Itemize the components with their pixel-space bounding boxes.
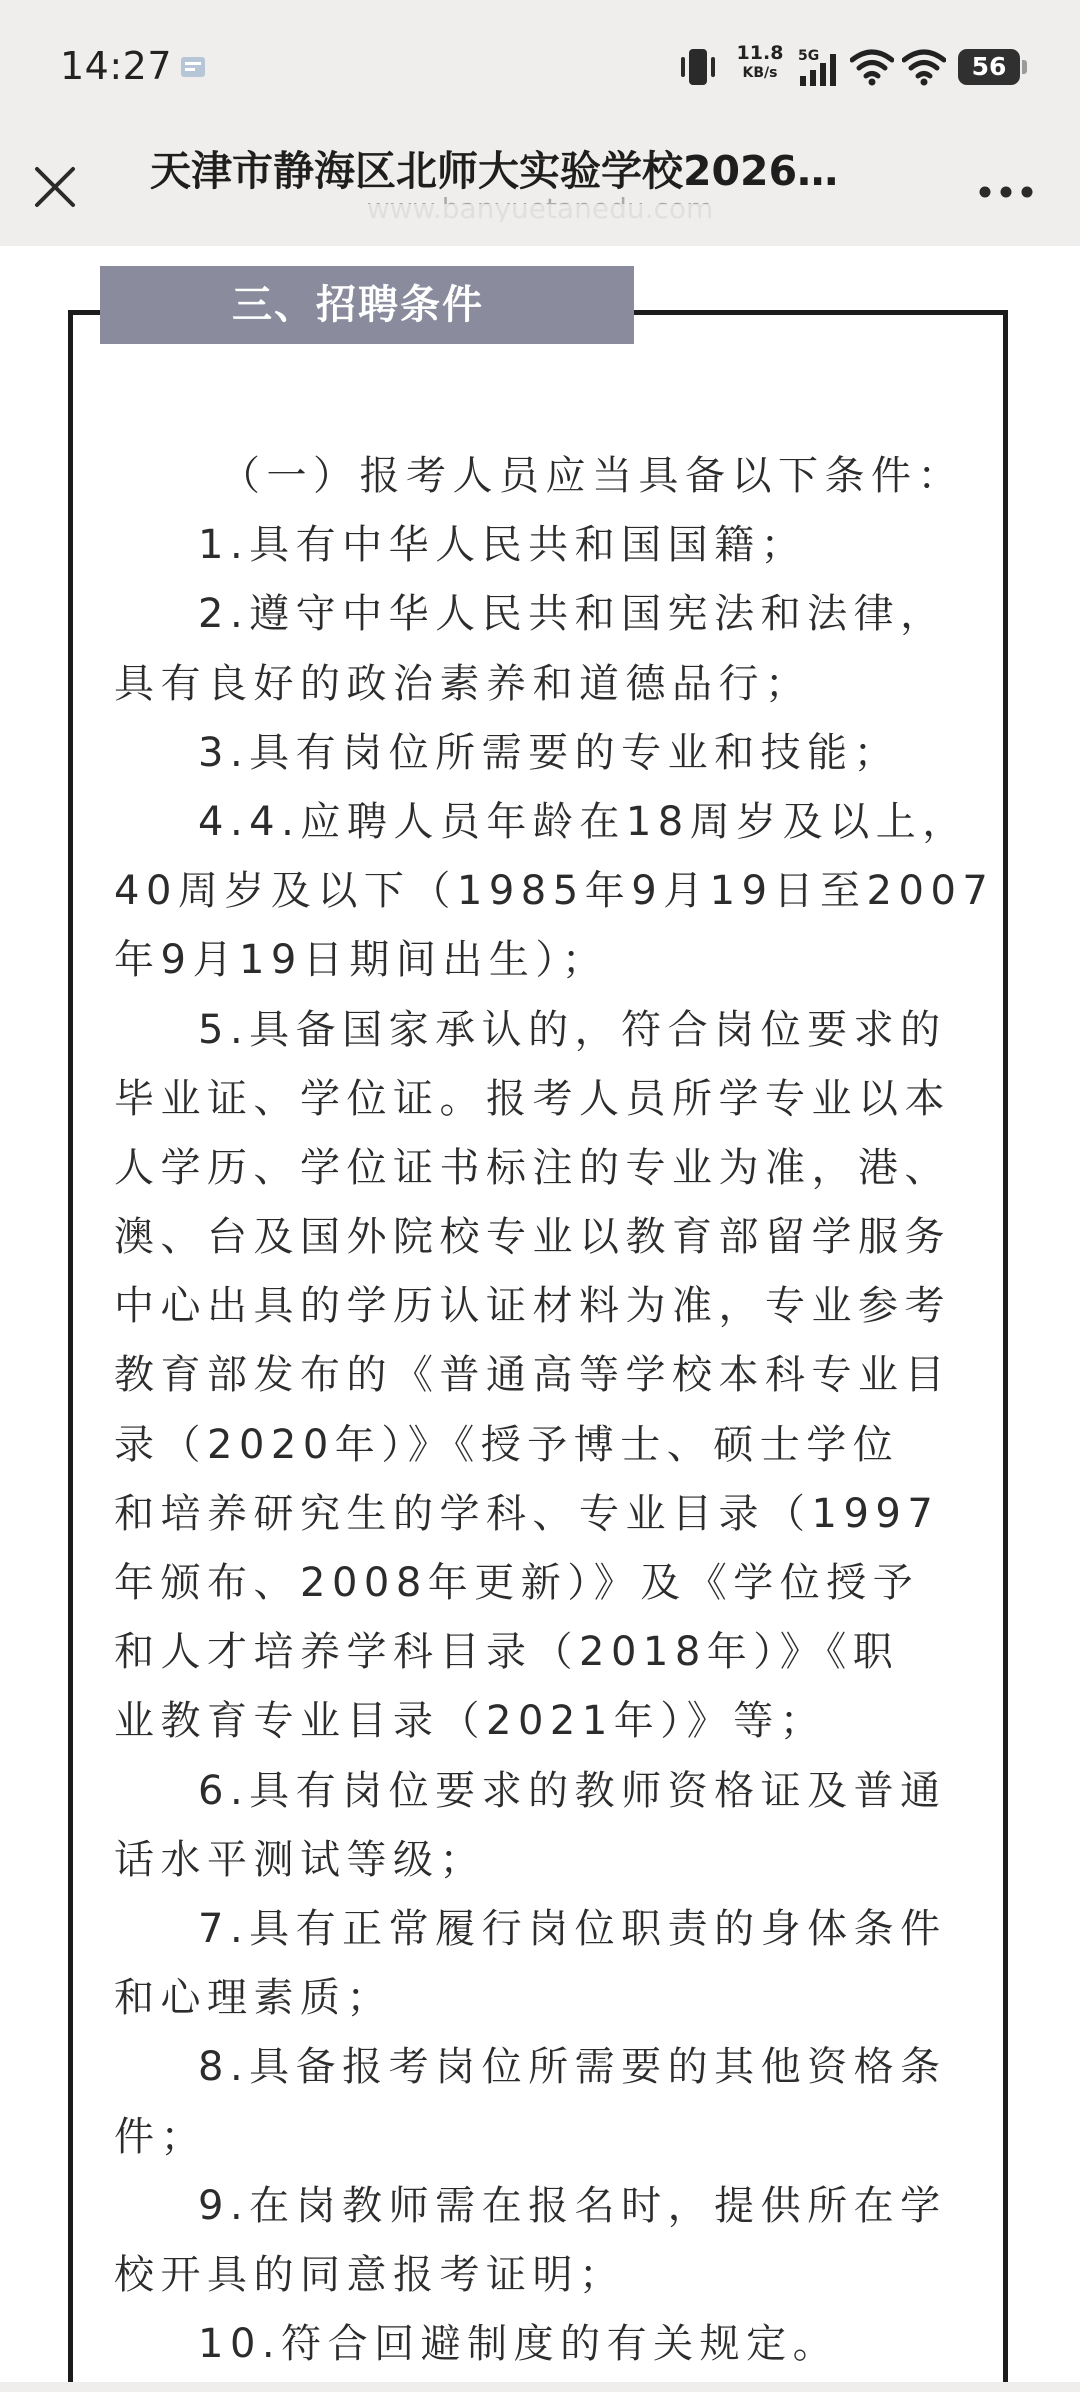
more-button[interactable] xyxy=(966,164,1046,220)
browser-header xyxy=(0,134,1080,246)
text-line: 澳、台及国外院校专业以教育部留学服务 xyxy=(114,1214,951,1261)
url-blur-mask xyxy=(345,204,740,232)
bottom-edge xyxy=(0,2382,1080,2392)
vibrate-icon xyxy=(676,46,720,88)
section-heading: 三、招聘条件 xyxy=(100,266,634,344)
text-line: 5.具备国家承认的，符合岗位要求的 xyxy=(198,1006,947,1053)
status-time: 14:27 xyxy=(60,44,173,88)
text-line: 2.遵守中华人民共和国宪法和法律， xyxy=(198,591,947,638)
battery-icon xyxy=(958,49,1020,85)
text-line: 和人才培养学科目录（2018年）》《职 xyxy=(114,1629,900,1676)
text-line: 和心理素质； xyxy=(114,1975,393,2022)
network-type-label: 5G xyxy=(798,48,820,64)
text-line: 校开具的同意报考证明； xyxy=(114,2251,626,2298)
close-icon xyxy=(33,165,77,209)
text-line: 中心出具的学历认证材料为准，专业参考 xyxy=(114,1283,951,1330)
text-line: （一）报考人员应当具备以下条件： xyxy=(220,453,964,499)
wifi-icon xyxy=(902,48,946,86)
wifi-icon xyxy=(850,48,894,86)
text-line: 8.具备报考岗位所需要的其他资格条 xyxy=(198,2044,947,2091)
text-line: 3.具有岗位所需要的专业和技能； xyxy=(198,729,901,776)
text-line: 10.符合回避制度的有关规定。 xyxy=(198,2321,840,2368)
signal-icon xyxy=(796,46,842,88)
notification-icon xyxy=(180,55,206,79)
more-icon xyxy=(978,185,1034,199)
page-title: 天津市静海区北师大实验学校2026… xyxy=(150,147,839,195)
network-speed-value: 11.8 xyxy=(736,42,784,64)
text-line: 具有良好的政治素养和道德品行； xyxy=(114,660,812,707)
text-line: 和培养研究生的学科、专业目录（1997 xyxy=(114,1490,940,1537)
network-speed-unit: KB/s xyxy=(742,65,778,81)
text-line: 1.具有中华人民共和国国籍； xyxy=(198,522,808,569)
status-bar xyxy=(0,0,1080,134)
text-line: 话水平测试等级； xyxy=(114,1836,486,1883)
text-line: 人学历、学位证书标注的专业为准，港、 xyxy=(114,1144,951,1191)
text-line: 件； xyxy=(114,2113,207,2160)
text-line: 毕业证、学位证。报考人员所学专业以本 xyxy=(114,1075,951,1122)
article-content[interactable] xyxy=(0,246,1080,2392)
network-speed xyxy=(734,44,786,80)
close-button[interactable] xyxy=(22,154,88,220)
text-line: 40周岁及以下（1985年9月19日至2007 xyxy=(114,868,995,915)
text-line: 业教育专业目录（2021年）》等； xyxy=(114,1698,827,1745)
text-line: 6.具有岗位要求的教师资格证及普通 xyxy=(198,1767,947,1814)
text-line: 年9月19日期间出生）； xyxy=(114,937,609,984)
text-line: 录（2020年）》《授予博士、硕士学位 xyxy=(114,1421,900,1468)
text-line: 9.在岗教师需在报名时，提供所在学 xyxy=(198,2182,947,2229)
text-line: 7.具有正常履行岗位职责的身体条件 xyxy=(198,1905,947,1952)
text-line: 教育部发布的《普通高等学校本科专业目 xyxy=(114,1352,951,1399)
battery-cap xyxy=(1022,60,1027,74)
text-line: 年颁布、2008年更新）》及《学位授予 xyxy=(114,1560,920,1606)
battery-level: 56 xyxy=(971,52,1007,81)
text-line: 4.4.应聘人员年龄在18周岁及以上， xyxy=(198,798,969,845)
article-body xyxy=(114,442,995,2379)
